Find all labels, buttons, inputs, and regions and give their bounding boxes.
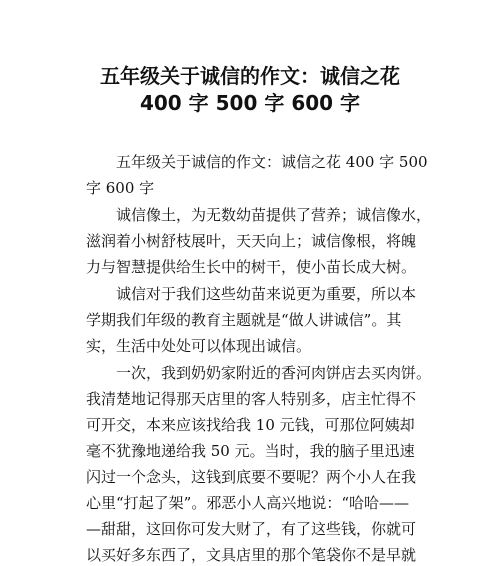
document-title-line-1: 五年级关于诚信的作文：诚信之花 xyxy=(100,64,400,88)
paragraph-line: 五年级关于诚信的作文：诚信之花 400 字 500 xyxy=(116,153,428,171)
paragraph-line: 力与智慧提供给生长中的树干，使小苗长成大树。 xyxy=(86,258,417,276)
paragraph-line: 我清楚地记得那天店里的客人特别多，店主忙得不 xyxy=(86,390,417,408)
paragraph-line: 一次，我到奶奶家附近的香河肉饼店去买肉饼。 xyxy=(116,364,432,382)
paragraph-line: 学期我们年级的教育主题就是“做人讲诚信”。其 xyxy=(86,311,402,329)
paragraph-line: 实，生活中处处可以体现出诚信。 xyxy=(86,337,312,355)
paragraph-line: 诚信对于我们这些幼苗来说更为重要，所以本 xyxy=(116,285,417,303)
document-title-line-2: 400 字 500 字 600 字 xyxy=(139,91,361,115)
paragraph-line: 心里“打起了架”。邪恶小人高兴地说：“哈哈—— xyxy=(86,494,410,512)
paragraph-line: 字 600 字 xyxy=(86,179,155,197)
paragraph-line: 滋润着小树舒枝展叶，天天向上；诚信像根，将魄 xyxy=(86,232,417,250)
paragraph-line: —甜甜，这回你可发大财了，有了这些钱，你就可 xyxy=(86,520,417,538)
paragraph-line: 毫不犹豫地递给我 50 元。当时，我的脑子里迅速 xyxy=(86,442,415,460)
paragraph-line: 可开交，本来应该找给我 10 元钱，可那位阿姨却 xyxy=(86,416,415,434)
paragraph-line: 闪过一个念头，这钱到底要不要呢？两个小人在我 xyxy=(86,468,417,486)
paragraph-line: 诚信像土，为无数幼苗提供了营养；诚信像水， xyxy=(116,206,432,224)
paragraph-line: 以买好多东西了，文具店里的那个笔袋你不是早就 xyxy=(86,546,417,564)
